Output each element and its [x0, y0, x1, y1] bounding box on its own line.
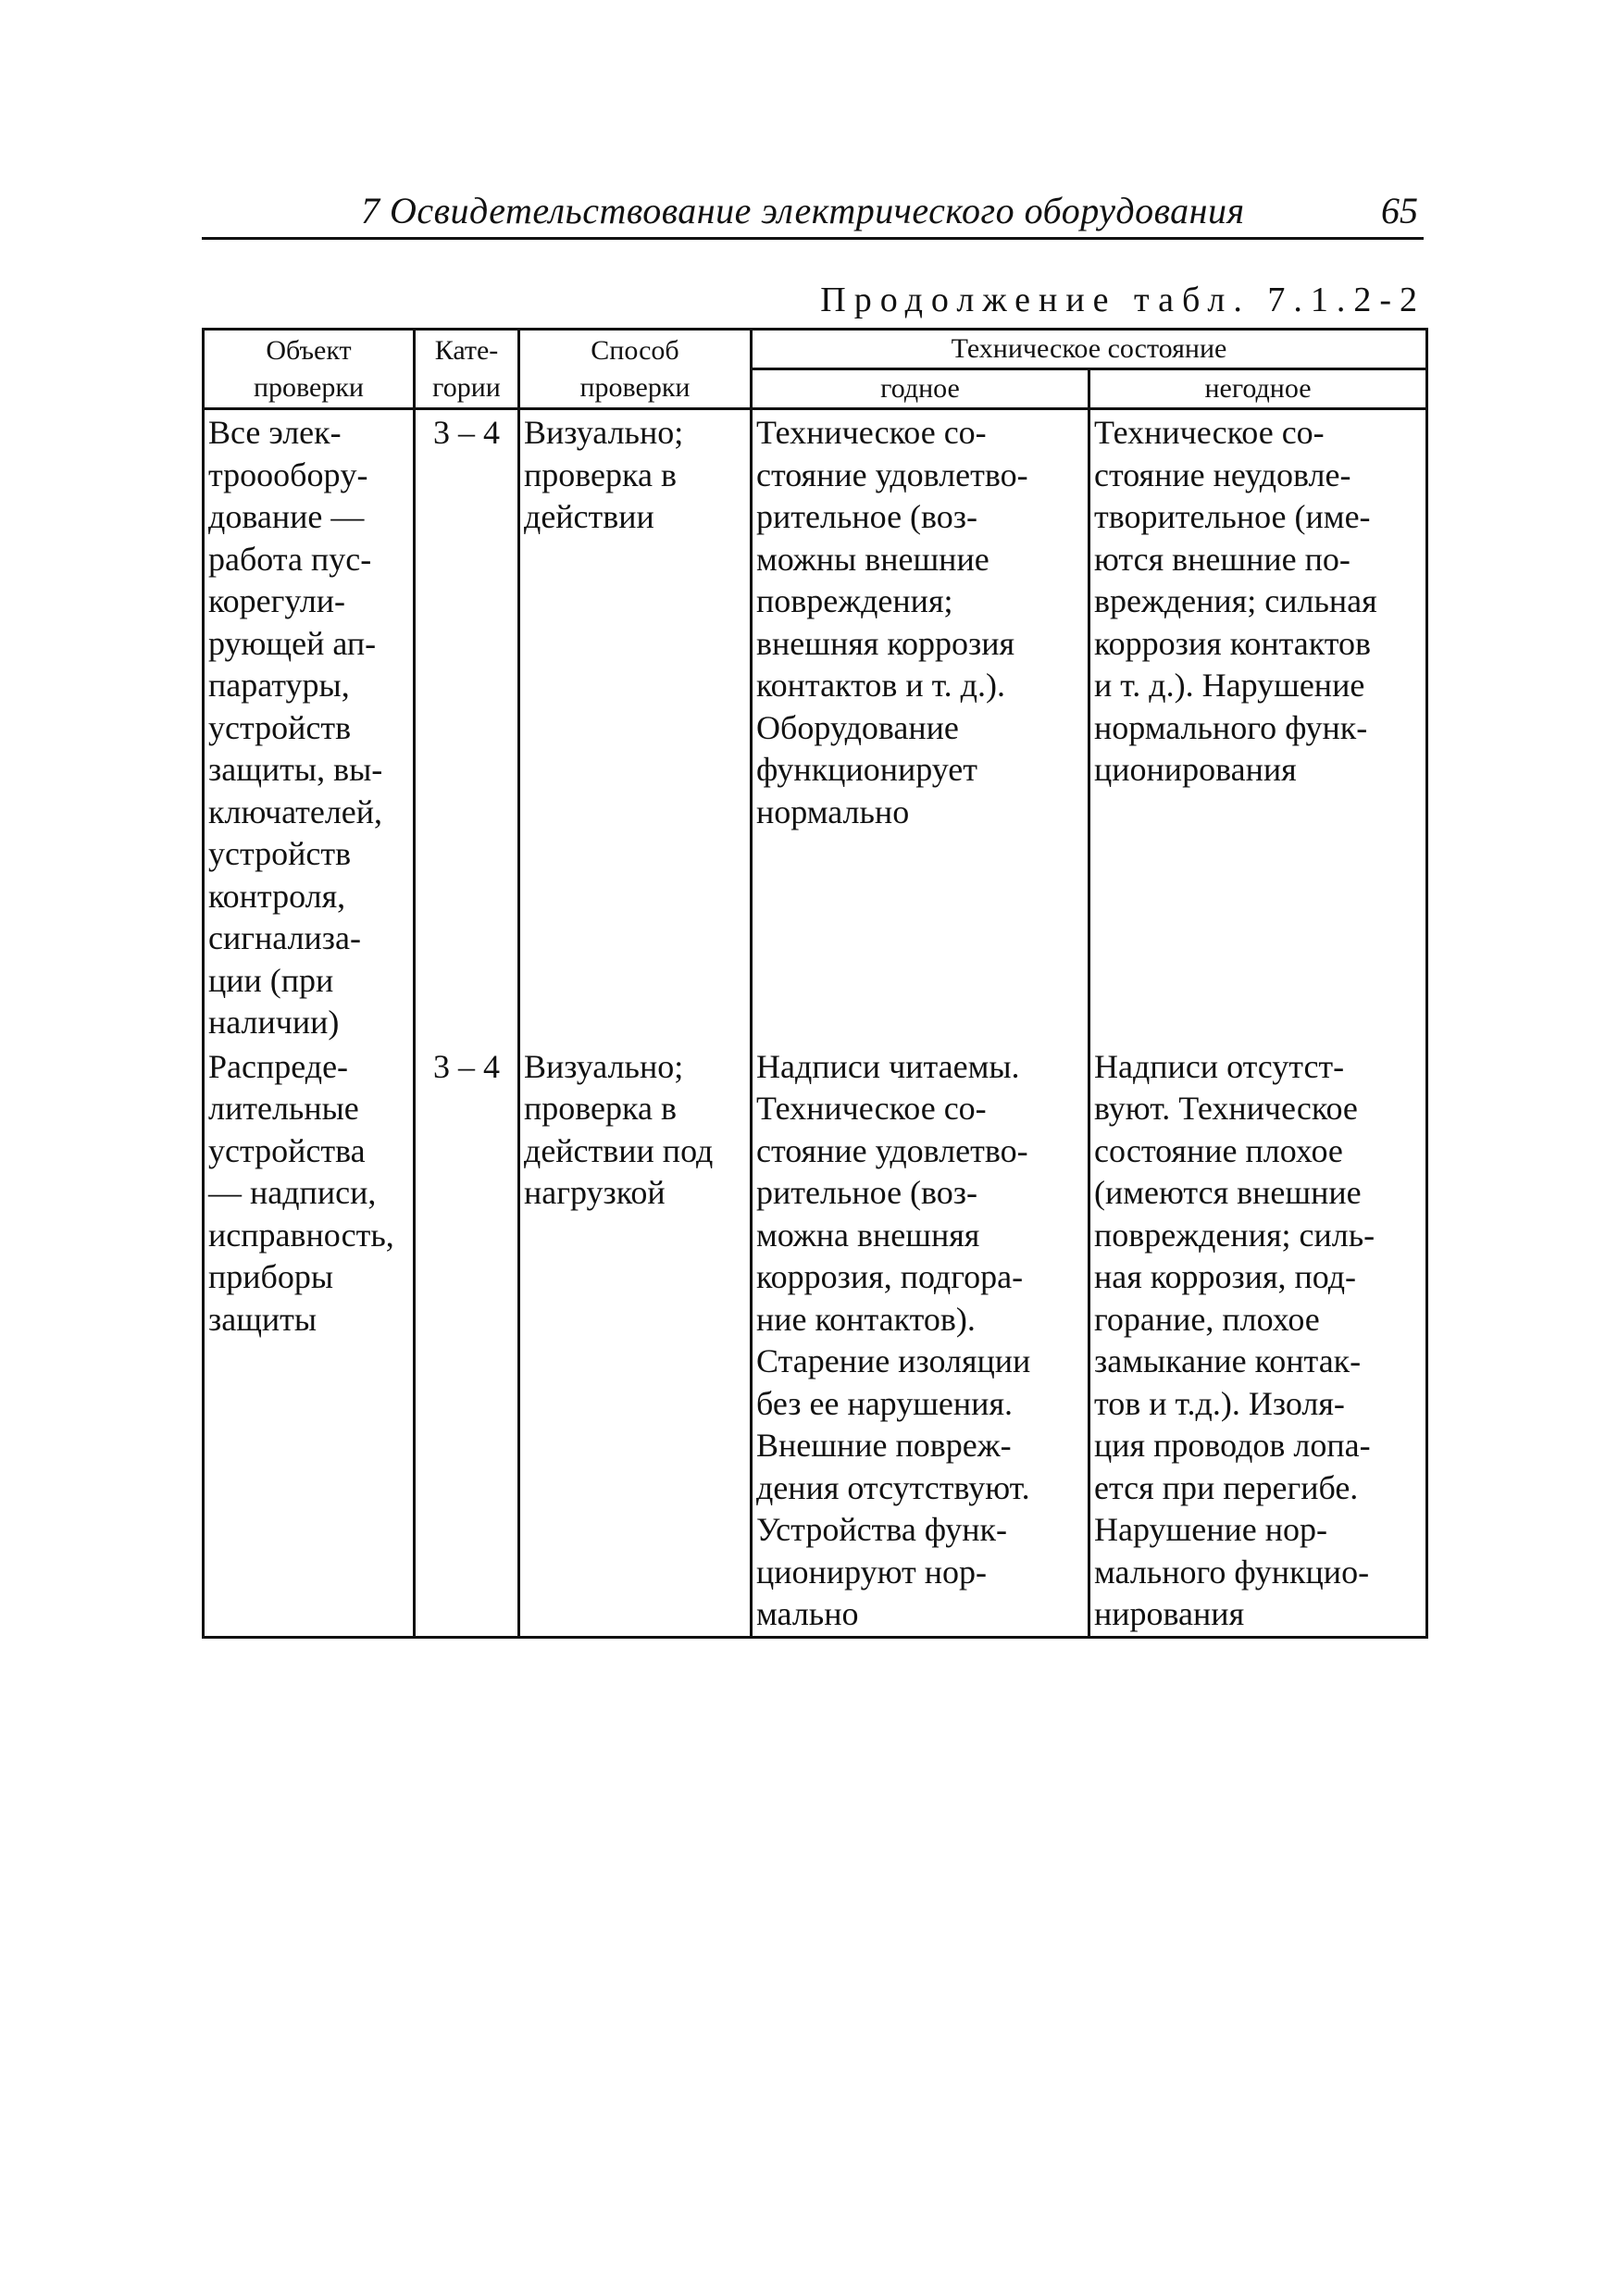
cell-line: Надписи читаемы.	[756, 1047, 1020, 1085]
cell-line: можна внешняя	[756, 1216, 980, 1254]
cell-line: наличии)	[208, 1004, 340, 1041]
page-number: 65	[1381, 190, 1418, 231]
cell-line: Надписи отсутст-	[1094, 1047, 1345, 1085]
running-title: 7 Освидетельствование электрического оборудования	[361, 190, 1245, 231]
cell-line: ционируют нор-	[756, 1553, 987, 1591]
cell-line: ции (при	[208, 961, 334, 999]
cell-line: рительное (воз-	[756, 1174, 977, 1211]
cell-line: стояние удовлетво-	[756, 455, 1028, 493]
cell-line: нормально	[756, 792, 910, 830]
cell-object	[204, 409, 415, 1044]
cell-line: устройства	[208, 1131, 366, 1169]
cell-line: Оборудование	[756, 708, 959, 746]
cell-line: Все элек-	[208, 414, 342, 451]
header-category-line: гории	[432, 371, 501, 403]
header-object-line: Объект	[266, 334, 352, 366]
header-bad: негодное	[1089, 369, 1427, 409]
cell-line: повреждения; силь-	[1094, 1216, 1375, 1254]
header-object-line: проверки	[254, 371, 364, 403]
cell-line: ционирования	[1094, 751, 1297, 788]
cell-line: состояние плохое	[1094, 1131, 1343, 1169]
cell-line: Техническое со-	[1094, 414, 1325, 451]
header-category	[415, 330, 519, 409]
cell-category: 3 – 4	[415, 1044, 519, 1638]
cell-line: Старение изоляции	[756, 1342, 1031, 1379]
cell-line: Устройства функ-	[756, 1511, 1007, 1548]
inspection-table	[202, 328, 1428, 1639]
header-method-line: проверки	[579, 371, 691, 403]
cell-line: троооборy-	[208, 455, 368, 493]
cell-good	[752, 1044, 1089, 1638]
cell-line: лительные	[208, 1090, 359, 1127]
cell-line: защиты	[208, 1300, 317, 1338]
cell-line: Внешние повреж-	[756, 1427, 1012, 1464]
cell-line: рительное (воз-	[756, 498, 977, 535]
cell-line: можны внешние	[756, 540, 989, 578]
cell-line: без ее нарушения.	[756, 1384, 1013, 1422]
cell-method	[519, 1044, 752, 1638]
cell-line: (имеются внешние	[1094, 1174, 1362, 1211]
cell-line: ется при перегибе.	[1094, 1468, 1359, 1506]
cell-line: вреждения; сильная	[1094, 582, 1377, 619]
cell-line: ция проводов лопа-	[1094, 1427, 1371, 1464]
header-method	[519, 330, 752, 409]
cell-line: дование —	[208, 498, 365, 535]
cell-line: исправность,	[208, 1216, 394, 1254]
cell-line: сигнализа-	[208, 919, 361, 956]
cell-line: творительное (име-	[1094, 498, 1371, 535]
cell-line: функционирует	[756, 751, 978, 788]
header-technical-state: Техническое состояние	[752, 330, 1427, 369]
header-category-line: Кате-	[434, 334, 499, 366]
cell-line: Визуально;	[524, 1047, 684, 1085]
cell-bad	[1089, 409, 1427, 1044]
table-continuation-caption: Продолжение табл. 7.1.2-2	[820, 281, 1425, 319]
cell-line: дения отсутствуют.	[756, 1468, 1030, 1506]
cell-line: повреждения;	[756, 582, 953, 619]
table-row	[204, 409, 1427, 1044]
cell-object	[204, 1044, 415, 1638]
cell-line: стояние неудовле-	[1094, 455, 1351, 493]
cell-line: контактов и т. д.).	[756, 667, 1005, 704]
cell-line: ются внешние по-	[1094, 540, 1350, 578]
cell-line: нагрузкой	[524, 1174, 666, 1211]
cell-line: Техническое со-	[756, 414, 987, 451]
cell-line: и т. д.). Нарушение	[1094, 667, 1365, 704]
cell-line: работа пус-	[208, 540, 372, 578]
cell-category: 3 – 4	[415, 409, 519, 1044]
cell-line: коррозия контактов	[1094, 624, 1372, 662]
cell-line: проверка в	[524, 455, 677, 493]
cell-line: замыкание контак-	[1094, 1342, 1362, 1379]
cell-line: приборы	[208, 1258, 334, 1295]
cell-line: действии	[524, 498, 654, 535]
cell-method	[519, 409, 752, 1044]
cell-line: проверка в	[524, 1090, 677, 1127]
cell-line: контроля,	[208, 877, 346, 915]
cell-line: устройств	[208, 835, 352, 872]
header-object	[204, 330, 415, 409]
table-row	[204, 1044, 1427, 1638]
cell-line: рующей ап-	[208, 624, 377, 662]
cell-line: ключателей,	[208, 792, 383, 830]
header-method-line: Способ	[591, 334, 679, 366]
cell-line: устройств	[208, 708, 352, 746]
cell-line: защиты, вы-	[208, 751, 383, 788]
cell-line: стояние удовлетво-	[756, 1131, 1028, 1169]
cell-line: горание, плохое	[1094, 1300, 1320, 1338]
header-good: годное	[752, 369, 1089, 409]
cell-line: Нарушение нор-	[1094, 1511, 1327, 1548]
cell-line: вуют. Техническое	[1094, 1090, 1358, 1127]
cell-line: паратуры,	[208, 667, 350, 704]
cell-line: коррозия, подгора-	[756, 1258, 1024, 1295]
cell-line: Распреде-	[208, 1047, 349, 1085]
cell-line: Визуально;	[524, 414, 684, 451]
cell-line: действии под	[524, 1131, 714, 1169]
cell-line: ние контактов).	[756, 1300, 976, 1338]
cell-line: нормального функ-	[1094, 708, 1368, 746]
cell-line: корегули-	[208, 582, 346, 619]
cell-line: внешняя коррозия	[756, 624, 1015, 662]
cell-bad	[1089, 1044, 1427, 1638]
cell-line: ная коррозия, под-	[1094, 1258, 1357, 1295]
cell-line: тов и т.д.). Изоля-	[1094, 1384, 1345, 1422]
cell-line: — надписи,	[208, 1174, 377, 1211]
cell-good	[752, 409, 1089, 1044]
cell-line: нирования	[1094, 1595, 1245, 1632]
cell-line: мального функцио-	[1094, 1553, 1370, 1591]
cell-line: мально	[756, 1595, 859, 1632]
cell-line: Техническое со-	[756, 1090, 987, 1127]
running-head	[202, 181, 1424, 240]
